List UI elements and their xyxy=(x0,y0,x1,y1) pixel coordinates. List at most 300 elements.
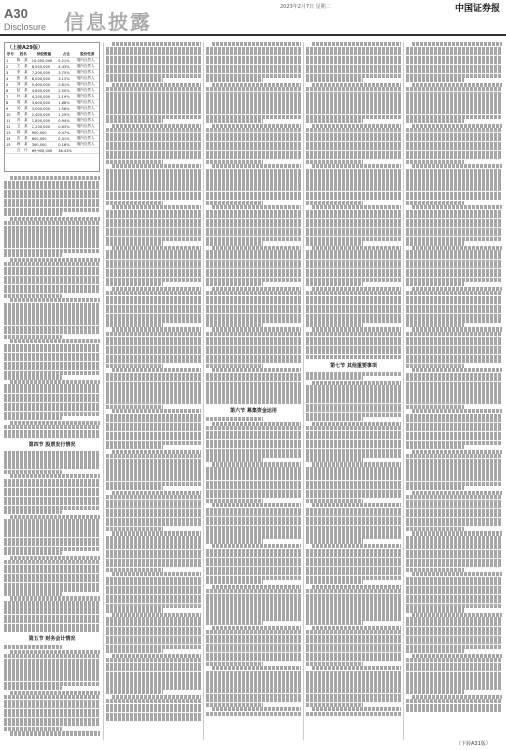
text-line xyxy=(106,568,163,572)
text-line xyxy=(406,341,502,345)
text-line xyxy=(406,391,502,395)
text-line xyxy=(312,544,401,548)
text-line xyxy=(106,676,201,680)
text-line xyxy=(306,78,363,82)
text-line xyxy=(4,389,100,393)
text-line xyxy=(106,182,201,186)
text-line xyxy=(306,155,401,159)
text-line xyxy=(306,160,363,164)
text-line xyxy=(306,228,401,232)
text-line xyxy=(406,454,502,458)
text-line xyxy=(206,214,301,218)
text-line xyxy=(406,540,502,544)
text-line xyxy=(106,400,201,404)
text-line xyxy=(306,219,401,223)
text-line xyxy=(106,441,201,445)
text-line xyxy=(306,471,401,475)
text-line xyxy=(10,176,100,180)
text-line xyxy=(206,694,301,698)
text-line xyxy=(406,105,502,109)
text-line xyxy=(112,246,201,250)
text-line xyxy=(406,681,502,685)
text-line xyxy=(406,627,502,631)
text-line xyxy=(306,598,401,602)
table-cell: 900,000 xyxy=(31,130,57,136)
text-line xyxy=(112,572,201,576)
shareholder-table xyxy=(5,52,99,154)
text-line xyxy=(4,326,100,330)
text-line xyxy=(112,124,201,128)
text-line xyxy=(406,364,464,368)
continued-note: （下转A31版） xyxy=(456,741,491,747)
text-line xyxy=(312,287,401,291)
text-line xyxy=(4,185,100,189)
text-line xyxy=(306,431,401,435)
text-line xyxy=(306,562,401,566)
text-line xyxy=(412,491,502,495)
page-header xyxy=(0,0,506,38)
text-line xyxy=(10,515,100,519)
text-line xyxy=(4,510,62,514)
text-line xyxy=(206,105,301,109)
text-line xyxy=(106,314,201,318)
text-line xyxy=(306,210,401,214)
text-line xyxy=(106,87,201,91)
text-line xyxy=(206,250,301,254)
text-line xyxy=(106,142,201,146)
table-cell: 张 某 xyxy=(16,76,31,82)
text-line xyxy=(306,580,363,584)
text-line xyxy=(406,223,502,227)
text-line xyxy=(106,586,201,590)
text-line xyxy=(206,386,301,390)
text-line xyxy=(4,718,100,722)
text-line xyxy=(206,346,301,350)
text-line xyxy=(406,219,502,223)
text-column-4 xyxy=(306,42,401,738)
text-line xyxy=(306,417,363,421)
text-line xyxy=(306,539,363,543)
text-line xyxy=(106,395,201,399)
text-line xyxy=(106,155,201,159)
text-line xyxy=(106,382,201,386)
text-line xyxy=(206,400,301,404)
text-line xyxy=(106,536,201,540)
table-cell: 冯 某 xyxy=(16,118,31,124)
text-line xyxy=(406,201,464,205)
text-line xyxy=(106,540,201,544)
text-line xyxy=(306,278,401,282)
text-line xyxy=(306,612,401,616)
text-line xyxy=(306,453,401,457)
text-line xyxy=(406,350,502,354)
text-line xyxy=(406,78,464,82)
text-line xyxy=(306,146,401,150)
table-cell: 6,000,000 xyxy=(31,76,57,82)
text-line xyxy=(406,178,502,182)
text-line xyxy=(406,142,502,146)
text-line xyxy=(4,551,62,555)
text-line xyxy=(112,531,201,535)
text-line xyxy=(4,407,100,411)
text-line xyxy=(412,654,502,658)
table-cell: 9 xyxy=(5,106,16,112)
table-cell: 0.31% xyxy=(57,136,75,142)
text-line xyxy=(306,232,401,236)
text-line xyxy=(306,653,401,657)
table-cell: 境内自然人 xyxy=(76,142,99,148)
text-line xyxy=(106,187,201,191)
text-line xyxy=(406,278,502,282)
text-line xyxy=(106,223,201,227)
text-line xyxy=(406,568,464,572)
text-line xyxy=(312,83,401,87)
text-line xyxy=(406,187,502,191)
text-line xyxy=(4,348,100,352)
text-column-1 xyxy=(4,176,100,738)
text-line xyxy=(306,399,401,403)
text-line xyxy=(10,217,100,221)
text-line xyxy=(106,477,201,481)
text-line xyxy=(106,604,201,608)
table-cell: 陈 某 xyxy=(16,58,31,64)
text-line xyxy=(106,96,201,100)
text-line xyxy=(406,495,502,499)
text-line xyxy=(306,273,401,277)
text-line xyxy=(106,713,201,717)
text-line xyxy=(206,431,301,435)
text-line xyxy=(306,549,401,553)
text-line xyxy=(106,640,201,644)
table-cell: 3,000,000 xyxy=(31,106,57,112)
text-line xyxy=(106,133,201,137)
text-line xyxy=(206,237,301,241)
text-line xyxy=(212,422,301,426)
text-line xyxy=(406,617,502,621)
text-line xyxy=(306,74,401,78)
text-line xyxy=(406,305,502,309)
text-line xyxy=(206,453,301,457)
table-cell: 蒋 某 xyxy=(16,130,31,136)
text-line xyxy=(106,278,201,282)
text-line xyxy=(212,666,301,670)
table-cell: 1.56% xyxy=(57,106,75,112)
table-cell: 0.47% xyxy=(57,130,75,136)
text-line xyxy=(4,316,100,320)
text-line xyxy=(106,173,201,177)
text-line xyxy=(406,649,464,653)
text-line xyxy=(4,362,100,366)
text-line xyxy=(306,119,363,123)
table-cell: 8,500,000 xyxy=(31,64,57,70)
text-line xyxy=(406,631,502,635)
text-line xyxy=(206,657,301,661)
table-header-cell: 股份性质 xyxy=(76,52,99,58)
text-line xyxy=(10,650,100,654)
text-line xyxy=(4,547,100,551)
text-line xyxy=(406,432,502,436)
text-line xyxy=(206,481,301,485)
header-rule xyxy=(0,34,506,36)
text-line xyxy=(4,492,100,496)
text-line xyxy=(112,42,201,46)
text-line xyxy=(306,413,401,417)
text-line xyxy=(106,386,201,390)
text-line xyxy=(306,137,401,141)
text-line xyxy=(206,558,301,562)
text-line xyxy=(306,644,401,648)
text-line xyxy=(306,196,401,200)
text-line xyxy=(312,327,401,331)
text-line xyxy=(206,65,301,69)
text-line xyxy=(4,542,100,546)
table-cell: 10,000,000 xyxy=(31,58,57,64)
text-line xyxy=(4,533,100,537)
text-line xyxy=(4,668,100,672)
text-line xyxy=(406,160,464,164)
text-line xyxy=(206,662,263,666)
text-line xyxy=(206,282,263,286)
text-line xyxy=(306,567,401,571)
text-line xyxy=(112,613,201,617)
table-cell: 10 xyxy=(5,112,16,118)
text-line xyxy=(4,403,100,407)
text-line xyxy=(206,232,301,236)
text-line xyxy=(206,69,301,73)
text-line xyxy=(4,425,100,429)
table-cell: 6 xyxy=(5,88,16,94)
text-line xyxy=(206,101,301,105)
text-line xyxy=(106,56,201,60)
text-line xyxy=(206,110,301,114)
table-cell: 69,900,000 xyxy=(31,148,57,154)
text-line xyxy=(406,47,502,51)
text-line xyxy=(4,506,100,510)
text-line xyxy=(112,654,201,658)
text-line xyxy=(4,398,100,402)
text-line xyxy=(106,196,201,200)
text-line xyxy=(4,524,100,528)
text-line xyxy=(406,92,502,96)
text-line xyxy=(4,709,100,713)
text-line xyxy=(106,232,201,236)
text-line xyxy=(106,291,201,295)
text-line xyxy=(106,391,201,395)
text-line xyxy=(4,538,100,542)
text-line xyxy=(306,355,401,359)
text-line xyxy=(106,500,201,504)
text-line xyxy=(306,662,363,666)
text-line xyxy=(4,592,62,596)
text-line xyxy=(4,663,100,667)
text-line xyxy=(406,527,464,531)
text-line xyxy=(306,435,401,439)
table-cell: 境内自然人 xyxy=(76,76,99,82)
text-line xyxy=(106,622,201,626)
text-line xyxy=(306,689,401,693)
text-line xyxy=(406,445,464,449)
text-line xyxy=(406,486,464,490)
text-line xyxy=(306,105,401,109)
text-line xyxy=(206,273,301,277)
text-line xyxy=(206,494,301,498)
text-line xyxy=(406,577,502,581)
text-line xyxy=(206,377,301,381)
text-line xyxy=(206,169,301,173)
text-line xyxy=(406,291,502,295)
page-number: A30 xyxy=(4,6,28,21)
text-line xyxy=(406,260,502,264)
text-line xyxy=(412,246,502,250)
table-cell: 3.13% xyxy=(57,76,75,82)
table-cell: 吴 某 xyxy=(16,106,31,112)
text-line xyxy=(106,495,201,499)
text-line xyxy=(306,444,401,448)
text-line xyxy=(306,558,401,562)
text-line xyxy=(206,255,301,259)
text-line xyxy=(4,654,100,658)
text-line xyxy=(306,485,401,489)
text-line xyxy=(306,589,401,593)
text-line xyxy=(406,436,502,440)
text-line xyxy=(206,589,301,593)
text-line xyxy=(106,359,201,363)
section-heading: 第四节 股票发行情况 xyxy=(28,442,76,449)
table-cell xyxy=(76,148,99,154)
text-line xyxy=(106,264,201,268)
text-line xyxy=(106,627,201,631)
text-line xyxy=(206,133,301,137)
text-column-5 xyxy=(406,42,502,732)
table-cell: 5 xyxy=(5,82,16,88)
text-line xyxy=(406,250,502,254)
text-line xyxy=(106,590,201,594)
text-line xyxy=(4,353,100,357)
text-line xyxy=(306,576,401,580)
text-line xyxy=(206,119,263,123)
text-line xyxy=(106,463,201,467)
text-line xyxy=(306,684,401,688)
text-line xyxy=(206,485,301,489)
table-cell: 14 xyxy=(5,136,16,142)
text-line xyxy=(4,330,100,334)
text-line xyxy=(206,467,301,471)
text-line xyxy=(406,382,502,386)
text-line xyxy=(106,65,201,69)
text-line xyxy=(306,521,401,525)
text-line xyxy=(406,314,502,318)
text-line xyxy=(206,517,301,521)
text-line xyxy=(212,368,301,372)
text-line xyxy=(106,672,201,676)
text-line xyxy=(406,296,502,300)
text-line xyxy=(306,128,401,132)
text-line xyxy=(212,544,301,548)
text-line xyxy=(206,440,301,444)
text-line xyxy=(306,508,401,512)
text-line xyxy=(106,78,163,82)
text-line xyxy=(206,391,301,395)
text-line xyxy=(206,684,301,688)
text-line xyxy=(406,332,502,336)
text-line xyxy=(312,666,401,670)
text-line xyxy=(206,648,301,652)
text-line xyxy=(4,686,62,690)
text-line xyxy=(4,659,100,663)
text-line xyxy=(406,69,502,73)
text-column-2 xyxy=(106,42,201,738)
text-line xyxy=(206,508,301,512)
text-line xyxy=(306,133,401,137)
text-line xyxy=(4,645,62,649)
text-line xyxy=(406,658,502,662)
text-line xyxy=(106,550,201,554)
text-line xyxy=(4,624,100,628)
text-line xyxy=(406,559,502,563)
text-line xyxy=(206,173,301,177)
text-line xyxy=(212,246,301,250)
text-line xyxy=(206,341,301,345)
text-line xyxy=(112,327,201,331)
text-line xyxy=(306,309,401,313)
text-line xyxy=(206,160,263,164)
text-line xyxy=(206,74,301,78)
text-line xyxy=(4,722,100,726)
text-line xyxy=(206,60,301,64)
table-cell: 境内自然人 xyxy=(76,88,99,94)
text-line xyxy=(206,210,301,214)
text-line xyxy=(206,241,263,245)
text-line xyxy=(106,681,201,685)
text-line xyxy=(306,241,363,245)
table-cell: 1 xyxy=(5,58,16,64)
text-line xyxy=(106,105,201,109)
text-line xyxy=(312,205,401,209)
text-line xyxy=(306,178,401,182)
table-header-cell: 姓名 xyxy=(16,52,31,58)
text-line xyxy=(406,672,502,676)
text-line xyxy=(206,142,301,146)
text-line xyxy=(4,344,100,348)
text-line xyxy=(106,323,163,327)
text-line xyxy=(4,704,100,708)
text-line xyxy=(412,572,502,576)
text-line xyxy=(4,253,62,257)
table-cell: 境内自然人 xyxy=(76,136,99,142)
table-cell: 李 某 xyxy=(16,70,31,76)
text-line xyxy=(10,339,100,343)
text-line xyxy=(206,228,301,232)
text-line xyxy=(106,355,201,359)
table-cell: 境内自然人 xyxy=(76,70,99,76)
text-line xyxy=(406,101,502,105)
text-line xyxy=(306,526,401,530)
table-cell: 王 某 xyxy=(16,64,31,70)
text-line xyxy=(406,645,502,649)
text-line xyxy=(206,219,301,223)
text-line xyxy=(106,350,201,354)
text-line xyxy=(4,610,100,614)
text-line xyxy=(106,219,201,223)
text-line xyxy=(206,395,301,399)
table-cell: 7 xyxy=(5,94,16,100)
table-cell: 卫 某 xyxy=(16,124,31,130)
text-line xyxy=(212,462,301,466)
text-line xyxy=(206,128,301,132)
text-line xyxy=(412,695,502,699)
text-line xyxy=(312,422,401,426)
table-cell: 36.43% xyxy=(57,148,75,154)
